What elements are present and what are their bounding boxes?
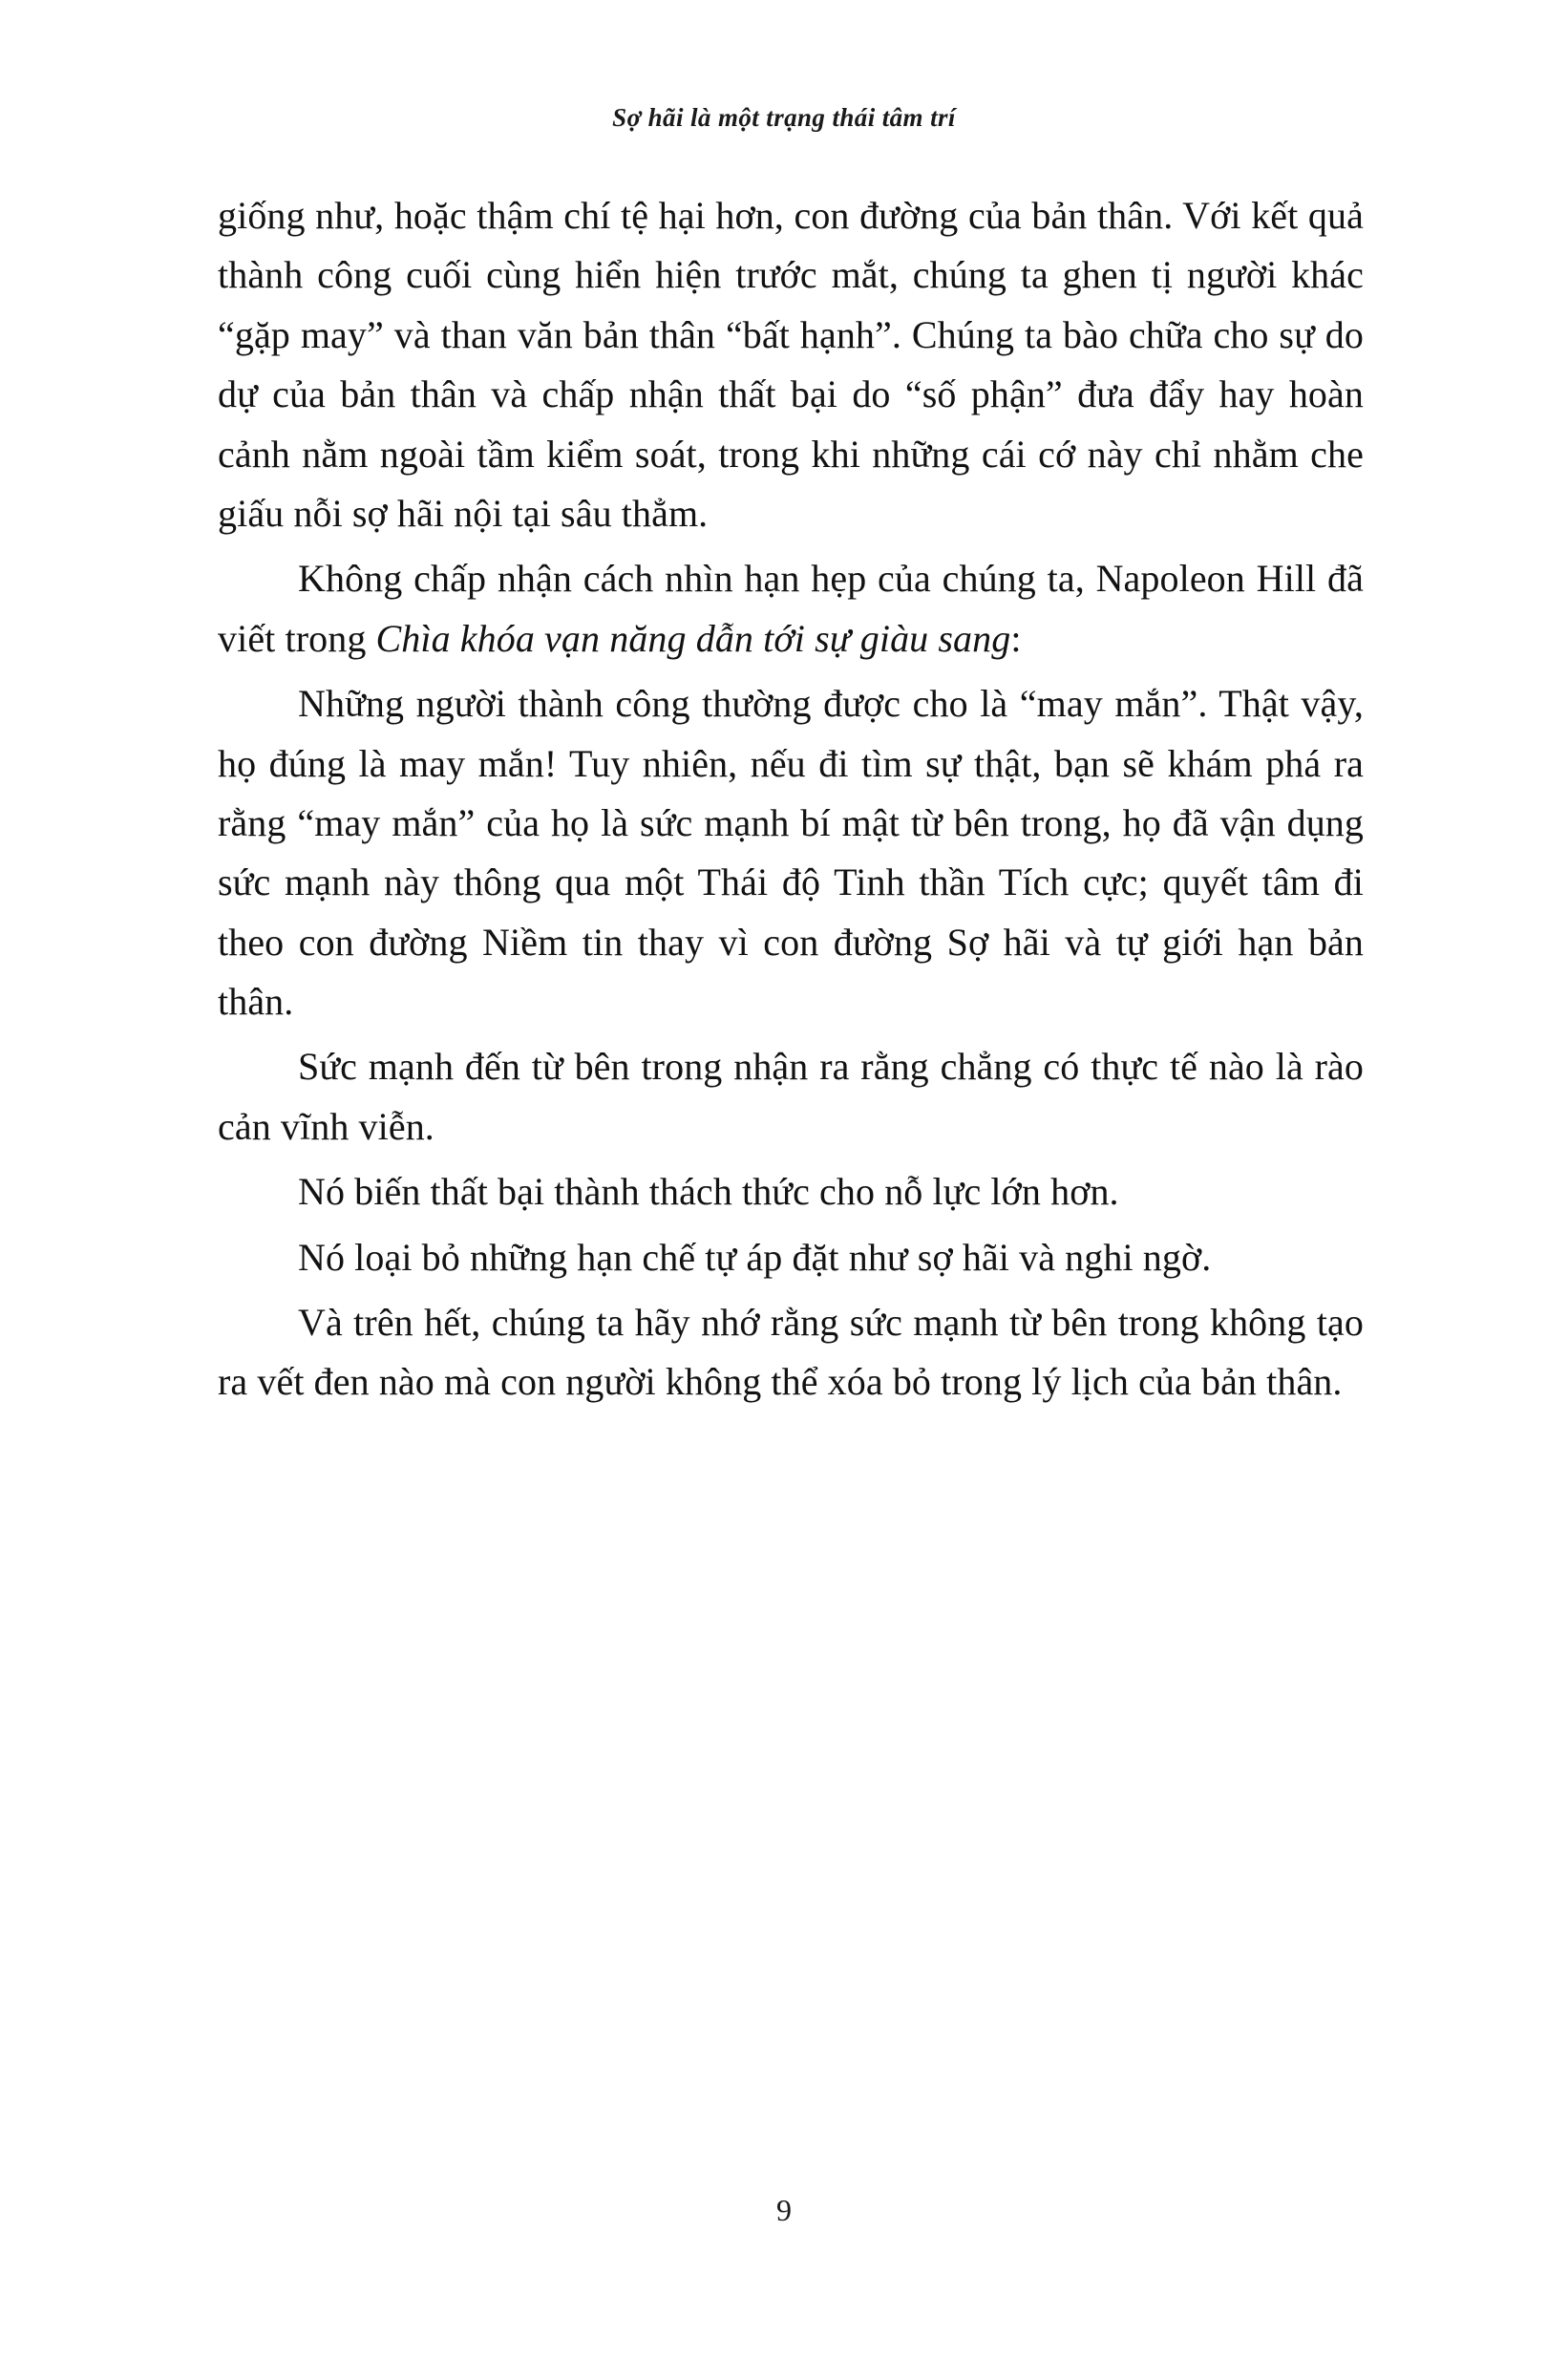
paragraph-quote-1: Những người thành công thường được cho là “may mắn”. Thật vậy, họ đúng là may mắn! Tuy nhiên, nếu đi tìm sự thật, bạn sẽ khám phá ra rằng “may mắn” của họ là sức mạnh bí mật từ bên trong, họ đã vận dụng sức mạnh này thông qua một Thái độ Tinh thần Tích cực; quyết tâm đi theo con đường Niềm tin thay vì con đường Sợ hãi và tự giới hạn bản thân.: [218, 682, 1364, 1024]
running-head: Sợ hãi là một trạng thái tâm trí: [612, 103, 956, 132]
paragraph-tail-text: :: [1010, 616, 1022, 660]
paragraph-continuation: giống như, hoặc thậm chí tệ hại hơn, con đường của bản thân. Với kết quả thành công cuối cùng hiển hiện trước mắt, chúng ta ghen tị người khác “gặp may” và than văn bản thân “bất hạnh”. Chúng ta bào chữa cho sự do dự của bản thân và chấp nhận thất bại do “số phận” đưa đẩy hay hoàn cảnh nằm ngoài tầm kiểm soát, trong khi những cái cớ này chỉ nhằm che giấu nỗi sợ hãi nội tại sâu thẳm.: [218, 194, 1364, 535]
paragraph-napoleon-hill: [218, 549, 1364, 669]
paragraph-lead-text: Không chấp nhận cách nhìn hạn hẹp của chúng ta, Napoleon Hill đã viết trong: [218, 557, 1364, 660]
body-text-column: [218, 186, 1364, 1418]
paragraph-quote-5: Và trên hết, chúng ta hãy nhớ rằng sức mạnh từ bên trong không tạo ra vết đen nào mà con người không thể xóa bỏ trong lý lịch của bản thân.: [218, 1301, 1364, 1404]
book-title: Chìa khóa vạn năng dẫn tới sự giàu sang: [375, 616, 1011, 660]
paragraph-quote-2: Sức mạnh đến từ bên trong nhận ra rằng chẳng có thực tế nào là rào cản vĩnh viễn.: [218, 1045, 1364, 1148]
paragraph-quote-3: Nó biến thất bại thành thách thức cho nỗ lực lớn hơn.: [298, 1170, 1119, 1214]
paragraph-quote-4: Nó loại bỏ những hạn chế tự áp đặt như sợ hãi và nghi ngờ.: [298, 1235, 1212, 1279]
page-number: 9: [776, 2193, 792, 2227]
